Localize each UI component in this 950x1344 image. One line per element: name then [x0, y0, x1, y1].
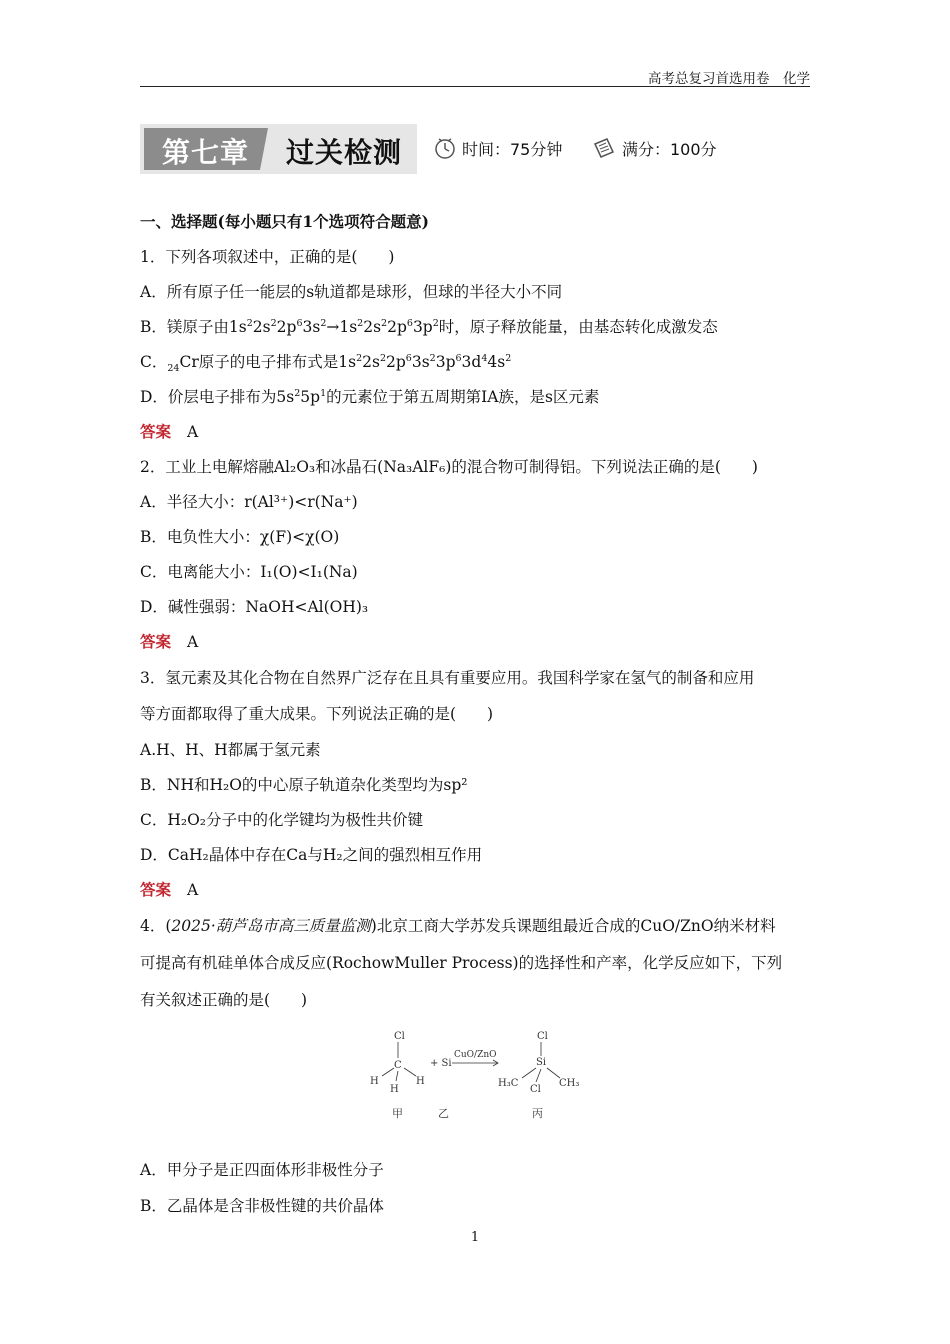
mol-c-ch3: CH₃ — [559, 1078, 580, 1089]
score-label: 满分：100分 — [622, 139, 717, 159]
q4-stem-line3: 有关叙述正确的是( ) — [140, 991, 308, 1009]
header-text: 高考总复习首选用卷 化学 — [648, 71, 810, 87]
time-info — [434, 134, 562, 162]
q1-option-a: A．所有原子任一能层的s轨道都是球形，但球的半径大小不同 — [140, 283, 563, 301]
label-yi: 乙 — [438, 1107, 449, 1120]
q2-option-c: C．电离能大小：I₁(O)<I₁(Na) — [140, 563, 358, 581]
q2-option-d: D．碱性强弱：NaOH<Al(OH)₃ — [140, 598, 369, 616]
mol-c-h3c: H₃C — [498, 1078, 519, 1089]
clock-icon — [434, 136, 456, 160]
q1-stem: 1．下列各项叙述中，正确的是( ) — [140, 248, 395, 266]
q4-option-a: A．甲分子是正四面体形非极性分子 — [140, 1161, 384, 1179]
q4-stem-line2: 可提高有机硅单体合成反应(RochowMuller Process)的选择性和产率，化学反应如下，下列 — [140, 954, 783, 972]
q2-option-b: B．电负性大小：χ(F)<χ(O) — [140, 528, 340, 546]
mol-a-c: C — [394, 1060, 402, 1071]
q2-option-a: A．半径大小：r(Al³⁺)<r(Na⁺) — [140, 493, 358, 511]
time-label: 时间：75分钟 — [462, 139, 563, 159]
chapter-banner — [140, 124, 417, 174]
label-bing: 丙 — [532, 1107, 543, 1120]
mol-c-si: Si — [536, 1057, 547, 1068]
q2-answer: 答案 A — [140, 632, 199, 651]
mol-c-cl-bottom: Cl — [530, 1084, 541, 1095]
plus-si: + Si — [430, 1058, 452, 1069]
paper-icon — [592, 136, 616, 160]
q3-option-a: A.H、H、H都属于氢元素 — [140, 741, 321, 759]
chapter-label: 第七章 — [162, 136, 250, 169]
mol-a-h3: H — [390, 1084, 399, 1095]
q1-answer: 答案 A — [140, 422, 199, 441]
q3-stem-line2: 等方面都取得了重大成果。下列说法正确的是( ) — [140, 705, 494, 723]
q4-option-b: B．乙晶体是含非极性键的共价晶体 — [140, 1197, 384, 1215]
q2-stem: 2．工业上电解熔融Al₂O₃和冰晶石(Na₃AlF₆)的混合物可制得铝。下列说法正确的是( ) — [140, 458, 758, 476]
mol-c-cl-top: Cl — [537, 1031, 548, 1042]
q3-option-c: C．H₂O₂分子中的化学键均为极性共价键 — [140, 811, 424, 829]
label-jia: 甲 — [392, 1107, 403, 1120]
q3-stem-line1: 3．氢元素及其化合物在自然界广泛存在且具有重要应用。我国科学家在氢气的制备和应用 — [140, 669, 755, 687]
q3-option-b: B．NH和H₂O的中心原子轨道杂化类型均为sp² — [140, 776, 468, 794]
page-number: 1 — [470, 1230, 480, 1245]
mol-a-h1: H — [370, 1076, 379, 1087]
q3-option-d: D．CaH₂晶体中存在Ca与H₂之间的强烈相互作用 — [140, 846, 483, 864]
q1-option-b: B．镁原子由$1s^22s^22p^63s^2\to 1s^22s^22p^63p^2$时，原子释放能量，由基态转化成激发态 — [140, 317, 718, 336]
score-info — [592, 134, 717, 162]
chapter-title: 过关检测 — [286, 136, 403, 169]
mol-a-h2: H — [416, 1076, 425, 1087]
q3-answer: 答案 A — [140, 880, 199, 899]
page-header — [140, 66, 810, 87]
mol-a-cl: Cl — [394, 1031, 405, 1042]
section-title: 一、选择题(每小题只有1个选项符合题意) — [140, 212, 429, 231]
q1-option-d: D．价层电子排布为$5s^25p^1$的元素位于第五周期第ⅠA族，是s区元素 — [140, 387, 600, 406]
reaction-diagram — [360, 1030, 590, 1122]
catalyst-label: CuO/ZnO — [454, 1050, 497, 1060]
q4-stem-line1: 4．(2025·葫芦岛市高三质量监测)北京工商大学苏发兵课题组最近合成的CuO/ZnO纳米材料 — [140, 917, 776, 935]
q4-source: 2025·葫芦岛市高三质量监测 — [171, 917, 371, 935]
q1-option-c: C．$_{24}$Cr原子的电子排布式是$1s^22s^22p^63s^23p^63d^44s^2$ — [140, 352, 512, 375]
